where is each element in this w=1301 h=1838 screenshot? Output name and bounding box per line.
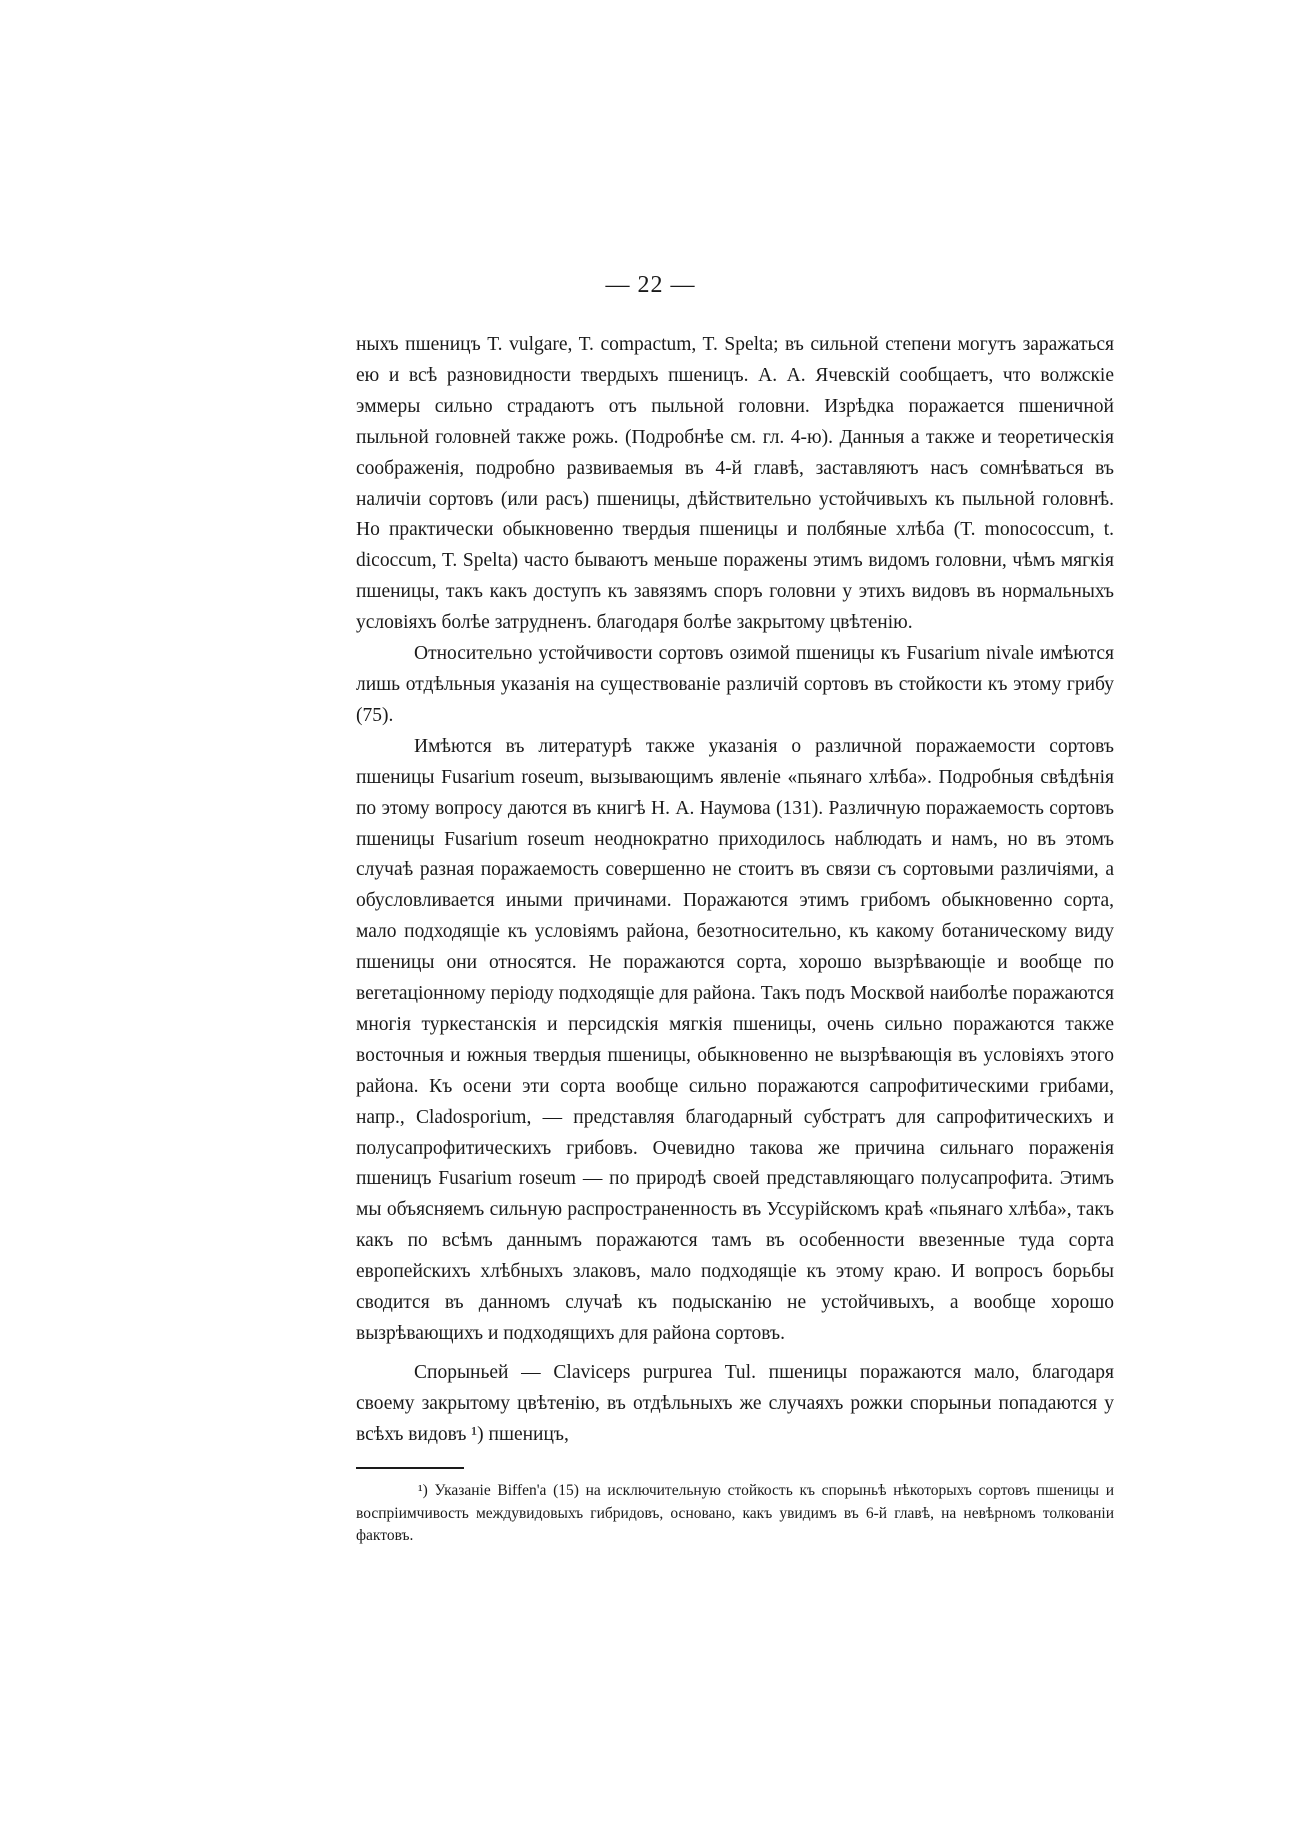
paragraph-2: Относительно устойчивости сортовъ озимой пшеницы къ Fusarium nivale имѣются лишь отдѣльныя указанія на существованіе различій сортовъ въ стойкости къ этому грибу (75). — [356, 643, 1114, 726]
page-number: — 22 — — [605, 272, 696, 298]
footnote-divider — [356, 1467, 464, 1469]
paragraph-3: Имѣются въ литературѣ также указанія о различной поражаемости сортовъ пшеницы Fusarium roseum, вызывающимъ явленіе «пьянаго хлѣба». Подробныя свѣдѣнія по этому вопросу даются въ книгѣ Н. А. Наумова (131). Различную поражаемость сортовъ пшеницы Fusarium roseum неоднократно приходилось наблюдать и намъ, но въ этомъ случаѣ разная поражаемость совершенно не стоитъ въ связи съ сортовыми различіями, а обусловливается иными причинами. Поражаются этимъ грибомъ обыкновенно сорта, мало подходящіе къ условіямъ района, безотносительно, къ какому ботаническому виду пшеницы они относятся. Не поражаются сорта, хорошо вызрѣвающіе и вообще по вегетаціонному періоду подходящіе для района. Такъ подъ Москвой наиболѣе поражаются многія туркестанскія и персидскія мягкія пшеницы, очень сильно поражаются также восточныя и южныя твердыя пшеницы, обыкновенно не вызрѣвающія въ условіяхъ этого района. Къ осени эти сорта вообще сильно поражаются сапрофитическими грибами, напр., Cladosporium, — представляя благодарный субстратъ для сапрофитическихъ и полусапрофитическихъ грибовъ. Очевидно такова же причина сильнаго пораженія пшеницъ Fusarium roseum — по природѣ своей представляющаго полусапрофита. Этимъ мы объясняемъ сильную распространенность въ Уссурійскомъ краѣ «пьянаго хлѣба», такъ какъ по всѣмъ даннымъ поражаются тамъ въ особенности ввезенные туда сорта европейскихъ хлѣбныхъ злаковъ, мало подходящіе къ этому краю. И вопросъ борьбы сводится въ данномъ случаѣ къ подысканію не устойчивыхъ, а вообще хорошо вызрѣвающихъ и подходящихъ для района сортовъ. — [356, 735, 1114, 1344]
paragraph-4: Спорыньей — Claviceps purpurea Tul. пшеницы поражаются мало, благодаря своему закрытому цвѣтенію, въ отдѣльныхъ же случаяхъ рожки спорыньи попадаются у всѣхъ видовъ ¹) пшеницъ, — [356, 1361, 1114, 1445]
paragraph-1: ныхъ пшеницъ T. vulgare, T. compactum, T. Spelta; въ сильной степени могутъ заражаться ею и всѣ разновидности твердыхъ пшеницъ. А. А. Ячевскій сообщаетъ, что волжскіе эммеры сильно страдаютъ отъ пыльной головни. Изрѣдка поражается пшеничной пыльной головней также рожь. (Подробнѣе см. гл. 4-ю). Данныя а также и теоретическія соображенія, подробно развиваемыя въ 4-й главѣ, заставляютъ насъ сомнѣваться въ наличіи сортовъ (или расъ) пшеницы, дѣйствительно устойчивыхъ къ пыльной головнѣ. Но практически обыкновенно твердыя пшеницы и полбяные хлѣба (T. monococcum, t. dicoccum, T. Spelta) часто бываютъ меньше поражены этимъ видомъ головни, чѣмъ мягкія пшеницы, такъ какъ доступъ къ завязямъ споръ головни у этихъ видовъ въ нормальныхъ условіяхъ болѣе затрудненъ. благодаря болѣе закрытому цвѣтенію. — [356, 334, 1114, 634]
body-text — [356, 330, 1114, 1451]
footnote: ¹) Указаніе Biffen'a (15) на исключительную стойкость къ спорыньѣ нѣкоторыхъ сортовъ пшеницы и воспріимчивость междувидовыхъ гибридовъ, основано, какъ увидимъ въ 6-й главѣ, на невѣрномъ толкованіи фактовъ. — [356, 1482, 1114, 1544]
